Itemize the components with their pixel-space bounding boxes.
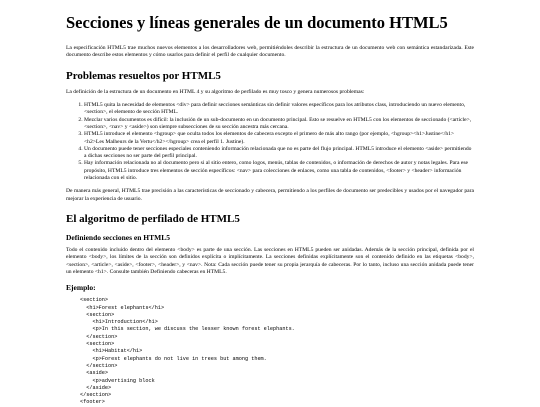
- list-item: 1. HTML5 quita la necesidad de elementos <div> para definir secciones semánticas sin definir valores específicos para los atributos class, introduciendo un nuevo elemento, <section>, el elemento de sección HTML.: [84, 102, 474, 117]
- list-item: 2. Mezclar varios documentos es difícil: la inclusión de un sub-documento en un documento principal. Esto se resuelve en HTML5 con los elementos de seccionado (<article>, <section>, <nav> y <aside>) son siempre subsecciones de su sección ancestra más cercana.: [84, 117, 474, 132]
- list-item: 4. Un documento puede tener secciones especiales conteniendo información relacionada que no es parte del flujo principal. HTML5 introduce el elemento <aside> permitiendo a dichas secciones no ser parte del perfil principal.: [84, 146, 474, 161]
- code-example: <section> <h1>Forest elephants</h1> <section> <h1>Introduction</h1> <p>In this section, we discuss the lesser known forest elephants. </section> <section> <h1>Habitat</h1> <p>Forest elephants do not live in trees but among them. </section> <aside> <p>advertising block </aside> </section> <footer>: [80, 297, 295, 406]
- example-label: Ejemplo:: [66, 283, 96, 293]
- section-heading-problems: Problemas resueltos por HTML5: [66, 69, 221, 82]
- defining-sections-paragraph: Todo el contenido incluido dentro del elemento <body> es parte de una sección. Las secciones en HTML5 pueden ser anidadas. Además de la sección principal, definida por el elemento <body>, los límites de la sección son definidos explícita o implícitamente. La secciones definidas explícitamente son el contenido definido en las etiquetas <body>, <section>, <article>, <aside>, <footer>, <header>, y <nav>. Nota: Cada sección puede tener su propia jerarquía de cabeceras. Por lo tanto, incluso una sección anidada puede tener un elemento <h1>. Consulte también Definiendo cabeceras en HTML5.: [66, 247, 474, 275]
- problems-list: [66, 102, 474, 182]
- section-heading-algorithm: El algoritmo de perfilado de HTML5: [66, 212, 240, 225]
- page-title: Secciones y líneas generales de un documento HTML5: [66, 13, 448, 32]
- subsection-heading-defining-sections: Definiendo secciones en HTML5: [66, 233, 170, 243]
- problems-closing-paragraph: De manera más general, HTML5 trae precisión a las características de seccionado y cabecera, permitiendo a los perfiles de documento ser predecibles y usados por el navegador para mejorar la experiencia de usuario.: [66, 188, 474, 202]
- intro-paragraph: La especificación HTML5 trae muchos nuevos elementos a los desarrolladores web, permitiéndoles describir la estructura de un documento web con semántica estandarizada. Este documento describe estos elementos y cómo usarlos para definir el perfil de cualquier documento.: [66, 44, 474, 59]
- problems-lead-paragraph: La definición de la estructura de un documento en HTML 4 y su algoritmo de perfilado es muy tosco y genera numerosos problemas:: [66, 88, 365, 95]
- list-item: 3. HTML5 introduce el elemento <hgroup> que oculta todos los elementos de cabecera excepto el primero de más alto rango (por ejemplo, <hgroup><h1>Justine</h1><h2>Les Malheurs de la Vertu</h2></hgroup> crea el perfil 1. Justine).: [84, 131, 474, 146]
- list-item: 5. Hay información relacionada no al documento pero si al sitio entero, como logos, menús, tablas de contenidos, o información de derechos de autor y notas legales. Para ese propósito, HTML5 introduce tres elementos de sección específicos: <nav> para colecciones de enlaces, como una tabla de contenidos, <footer> y <header> información relacionada con el sitio.: [84, 160, 474, 182]
